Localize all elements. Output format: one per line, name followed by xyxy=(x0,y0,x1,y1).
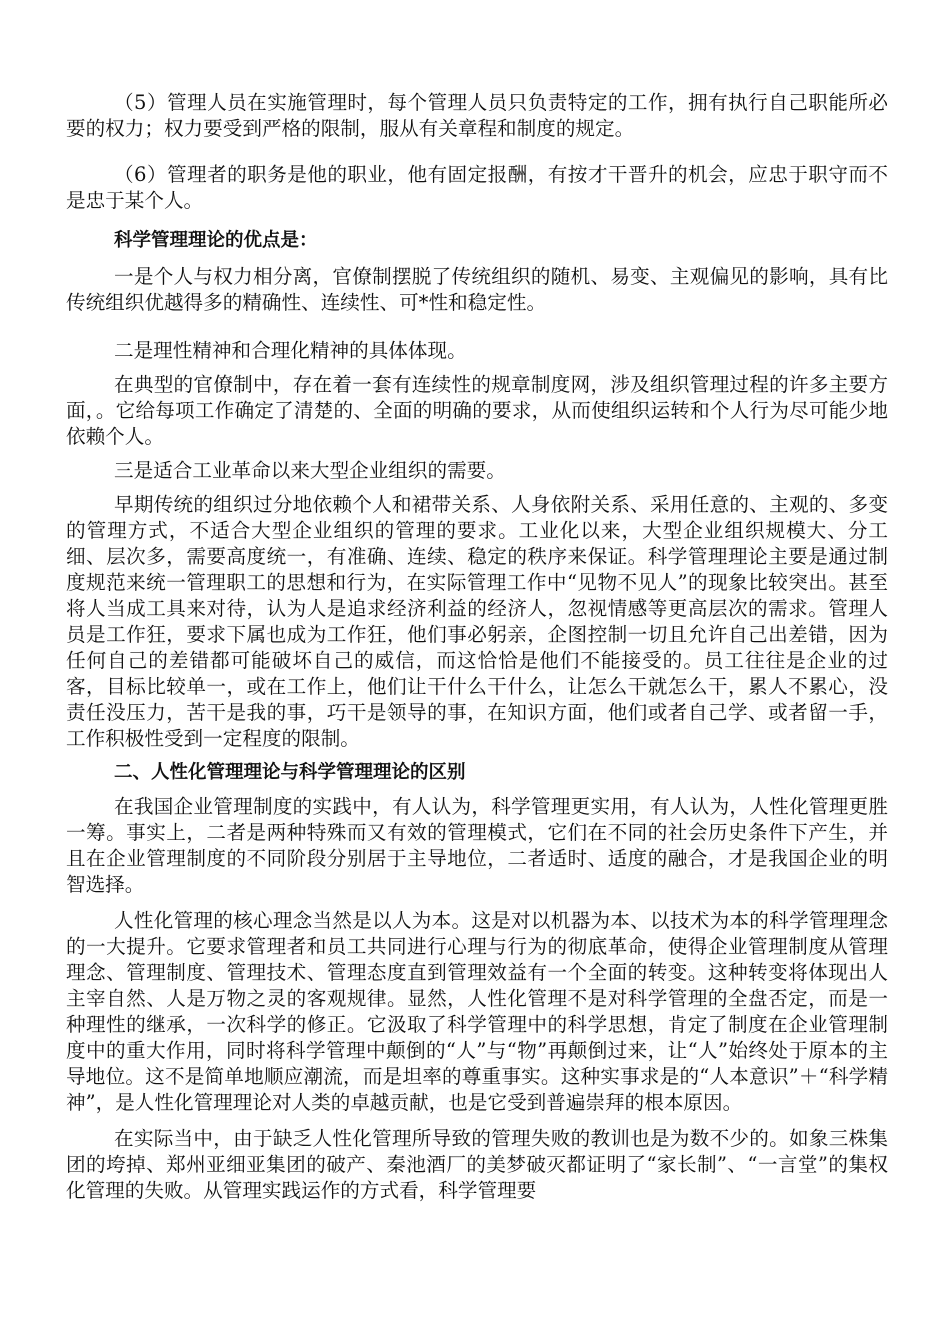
paragraph-bureaucracy-rules: 在典型的官僚制中，存在着一套有连续性的规章制度网，涉及组织管理过程的许多主要方面，。它给每项工作确定了清楚的、全面的明确的要求，从而使组织运转和个人行为尽可能少地依赖个人。 xyxy=(66,373,888,448)
paragraph-advantage-1: 一是个人与权力相分离，官僚制摆脱了传统组织的随机、易变、主观偏见的影响，具有比传统组织优越得多的精确性、连续性、可*性和稳定性。 xyxy=(66,265,888,314)
section-heading-advantages: 科学管理理论的优点是： xyxy=(114,230,318,251)
paragraph-practice-views: 在我国企业管理制度的实践中，有人认为，科学管理更实用，有人认为，人性化管理更胜一筹。事实上，二者是两种特殊而又有效的管理模式，它们在不同的社会历史条件下产生，并且在企业管理制度的不同阶段分别居于主导地位，二者适时、适度的融合，才是我国企业的明智选择。 xyxy=(66,795,888,896)
paragraph-point-6: （6）管理者的职务是他的职业，他有固定报酬，有按才干晋升的机会，应忠于职守而不是忠于某个人。 xyxy=(66,163,888,212)
paragraph-point-5: （5）管理人员在实施管理时，每个管理人员只负责特定的工作，拥有执行自己职能所必要的权力；权力要受到严格的限制，服从有关章程和制度的规定。 xyxy=(66,91,888,140)
paragraph-failure-lessons: 在实际当中，由于缺乏人性化管理所导致的管理失败的教训也是为数不少的。如象三株集团的垮掉、郑州亚细亚集团的破产、秦池酒厂的美梦破灭都证明了“家长制”、“一言堂”的集权化管理的失败。从管理实践运作的方式看，科学管理要 xyxy=(66,1127,888,1202)
paragraph-humanized-core: 人性化管理的核心理念当然是以人为本。这是对以机器为本、以技术为本的科学管理理念的一大提升。它要求管理者和员工共同进行心理与行为的彻底革命，使得企业管理制度从管理理念、管理制度、管理技术、管理态度直到管理效益有一个全面的转变。这种转变将体现出人主宰自然、人是万物之灵的客观规律。显然，人性化管理不是对科学管理的全盘否定，而是一种理性的继承，一次科学的修正。它汲取了科学管理中的科学思想，肯定了制度在企业管理制度中的重大作用，同时将科学管理中颠倒的“人”与“物”再颠倒过来，让“人”始终处于原本的主导地位。这不是简单地顺应潮流，而是坦率的尊重事实。这种实事求是的“人本意识”＋“科学精神”，是人性化管理理论对人类的卓越贡献，也是它受到普遍崇拜的根本原因。 xyxy=(66,909,888,1114)
paragraph-traditional-organization: 早期传统的组织过分地依赖个人和裙带关系、人身依附关系、采用任意的、主观的、多变的管理方式，不适合大型企业组织的管理的要求。工业化以来，大型企业组织规模大、分工细、层次多，需要高度统一，有准确、连续、稳定的秩序来保证。科学管理理论主要是通过制度规范来统一管理职工的思想和行为，在实际管理工作中“见物不见人”的现象比较突出。甚至将人当成工具来对待，认为人是追求经济利益的经济人，忽视情感等更高层次的需求。管理人员是工作狂，要求下属也成为工作狂，他们事必躬亲，企图控制一切且允许自己出差错，因为任何自己的差错都可能破坏自己的威信，而这恰恰是他们不能接受的。员工往往是企业的过客，目标比较单一，或在工作上，他们让干什么干什么，让怎么干就怎么干，累人不累心，没责任没压力，苦干是我的事，巧干是领导的事，在知识方面，他们或者自己学、或者留一手，工作积极性受到一定程度的限制。 xyxy=(66,493,888,750)
paragraph-advantage-3: 三是适合工业革命以来大型企业组织的需要。 xyxy=(114,459,506,482)
section-heading-differences: 二、人性化管理理论与科学管理理论的区别 xyxy=(114,762,466,783)
document-page xyxy=(66,90,888,1204)
paragraph-advantage-2: 二是理性精神和合理化精神的具体体现。 xyxy=(114,339,467,362)
